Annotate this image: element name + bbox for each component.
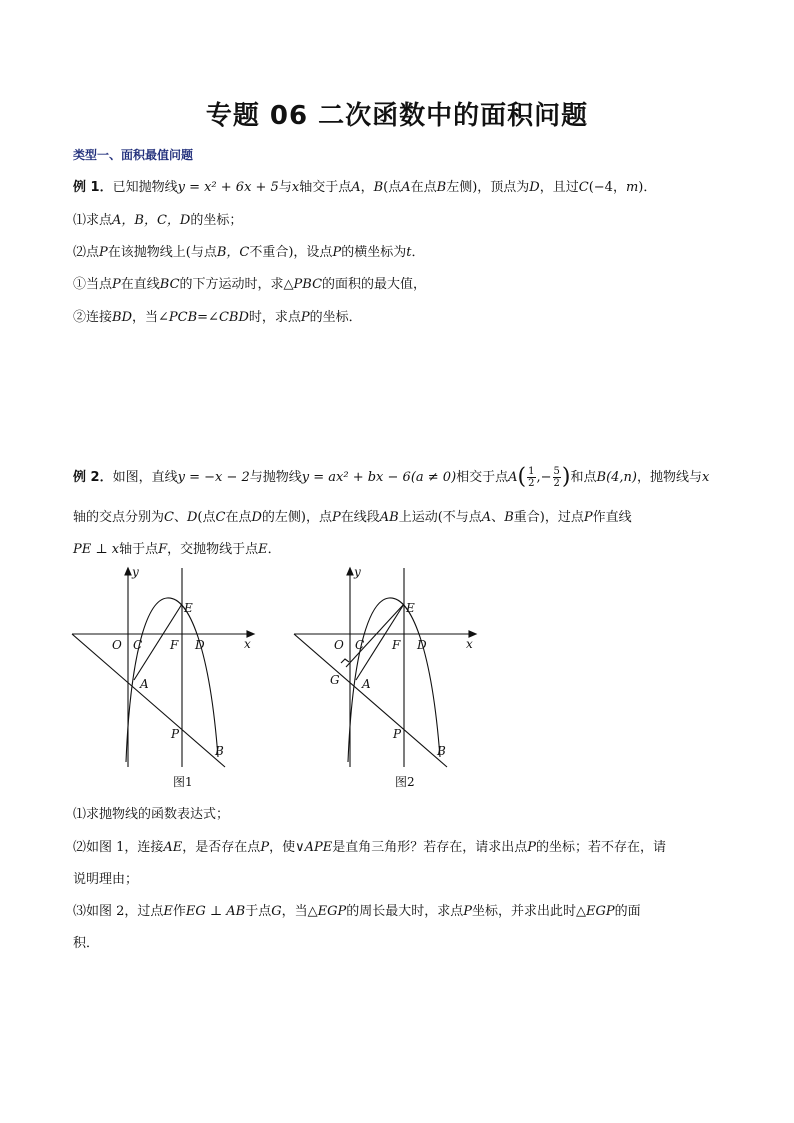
var: C <box>215 510 226 525</box>
text: 的坐标． <box>309 310 362 325</box>
text: 的坐标； <box>190 213 243 228</box>
text: ，当∠ <box>132 310 169 325</box>
text: 与抛物线 <box>249 470 302 485</box>
var: F <box>158 542 168 557</box>
var: B <box>436 180 447 195</box>
label-O: O <box>112 638 122 652</box>
var: G <box>271 904 282 919</box>
ex1-line-1 <box>73 176 656 195</box>
fraction-five-halves <box>553 466 561 489</box>
equation: y = ax² + bx − 6 <box>301 470 411 485</box>
text: 说明理由； <box>73 872 139 887</box>
ex2-question-3-cont <box>73 932 99 951</box>
label-F: F <box>170 638 179 652</box>
text: ⑶如图 2，过点 <box>73 904 164 919</box>
label-A: A <box>362 677 371 691</box>
var: D <box>529 180 540 195</box>
figure-1-caption: 图1 <box>173 775 193 789</box>
text: 是直角三角形？若存在，请求出点 <box>332 840 528 855</box>
text: )． <box>638 180 657 195</box>
label-P: P <box>393 727 402 741</box>
text: 与 <box>278 180 292 195</box>
label-C: C <box>133 638 143 652</box>
y-axis-arrow <box>347 568 353 575</box>
text: 已知抛物线 <box>112 180 178 195</box>
label-P: P <box>171 727 180 741</box>
text: 轴于点 <box>119 542 159 557</box>
label-O: O <box>334 638 344 652</box>
figure-1 <box>70 562 260 797</box>
ex2-label: 例 2． <box>73 470 113 485</box>
var: m <box>625 180 639 195</box>
ex2-question-1 <box>73 803 229 822</box>
var: C <box>578 180 589 195</box>
var: APE <box>304 840 333 855</box>
text: ，且过 <box>539 180 579 195</box>
text: 不重合)，设点 <box>249 245 333 260</box>
ex2-question-2 <box>73 836 666 855</box>
text: ，使∨ <box>269 840 305 855</box>
var: BD <box>112 310 132 325</box>
text: 的面积的最大值， <box>322 277 427 292</box>
var: EGP <box>586 904 615 919</box>
fraction-one-half <box>527 466 535 489</box>
text: =∠ <box>197 310 219 325</box>
ex2-line-2 <box>73 506 632 525</box>
label-D: D <box>195 638 205 652</box>
text: 坐标，并求出此时△ <box>472 904 587 919</box>
right-angle-mark <box>341 659 349 663</box>
label-A: A <box>140 677 149 691</box>
text: ． <box>411 245 425 260</box>
text: ，交抛物线于点 <box>167 542 259 557</box>
var: AB <box>379 510 399 525</box>
text: 上运动(不与点 <box>398 510 482 525</box>
var: P <box>583 510 593 525</box>
var: A <box>481 510 492 525</box>
text: 和点 <box>570 470 597 485</box>
var: P <box>300 310 310 325</box>
var: P <box>332 245 342 260</box>
ex1-question-2-1 <box>73 273 426 292</box>
numerator: 1 <box>528 466 535 477</box>
label-D: D <box>417 638 427 652</box>
text: 的下方运动时，求△ <box>179 277 294 292</box>
equation: EG ⊥ AB <box>185 904 246 919</box>
ex1-label: 例 1． <box>73 180 113 195</box>
text: ，抛物线与 <box>637 470 703 485</box>
text: ⑴求抛物线的函数表达式； <box>73 807 230 822</box>
label-y: y <box>354 565 361 579</box>
var: D <box>186 510 198 525</box>
text: (点 <box>197 510 216 525</box>
figure-2 <box>292 562 482 797</box>
var: P <box>527 840 536 855</box>
text: 的横坐标为 <box>341 245 407 260</box>
text: 作 <box>172 904 186 919</box>
text: 时，求点 <box>248 310 301 325</box>
text: (点 <box>383 180 402 195</box>
var: P <box>331 510 341 525</box>
label-x: x <box>466 637 473 651</box>
label-F: F <box>392 638 401 652</box>
text: 的左侧)，点 <box>261 510 332 525</box>
text: ， <box>360 180 374 195</box>
text: ⑴求点 <box>73 213 113 228</box>
var: B <box>504 510 514 525</box>
page-title: 专题 06 二次函数中的面积问题 <box>205 101 589 131</box>
text: 于点 <box>245 904 272 919</box>
numerator: 5 <box>553 466 560 477</box>
var: B，C <box>216 245 250 260</box>
denominator: 2 <box>528 478 535 489</box>
text: ． <box>267 542 281 557</box>
var: P <box>260 840 270 855</box>
paren-open: ( <box>517 464 527 490</box>
var: PBC <box>293 277 323 292</box>
label-G: G <box>330 673 340 687</box>
text: ,− <box>536 470 552 485</box>
var: CBD <box>218 310 249 325</box>
var: EGP <box>317 904 347 919</box>
label-y: y <box>132 565 139 579</box>
text: 相交于点 <box>456 470 509 485</box>
ex2-line-1 <box>73 466 709 489</box>
line-AB <box>294 634 447 767</box>
text: ⑵如图 1，连接 <box>73 840 164 855</box>
var: x <box>702 470 710 485</box>
figure-2-caption: 图2 <box>395 775 415 789</box>
ex1-question-1 <box>73 209 242 228</box>
text: ②连接 <box>73 310 113 325</box>
line-AB <box>72 634 225 767</box>
label-E: E <box>184 601 193 615</box>
section-heading: 类型一、面积最值问题 <box>73 148 194 162</box>
var: t <box>406 245 412 260</box>
text: ⑵点 <box>73 245 100 260</box>
equation: y = −x − 2 <box>177 470 250 485</box>
denominator: 2 <box>553 478 560 489</box>
var: E <box>163 904 173 919</box>
paren-close: ) <box>561 464 571 490</box>
text: ①当点 <box>73 277 113 292</box>
text: 在该抛物线上(与点 <box>107 245 217 260</box>
ex1-question-2 <box>73 241 424 260</box>
var: D <box>251 510 262 525</box>
label-x: x <box>244 637 251 651</box>
ex2-question-2-cont <box>73 868 138 887</box>
text: 轴交于点 <box>299 180 352 195</box>
ex2-question-3 <box>73 900 641 919</box>
var: A <box>508 470 518 485</box>
equation: PE ⊥ x <box>73 542 120 557</box>
text: 、 <box>491 510 505 525</box>
label-C: C <box>355 638 365 652</box>
text: 在点 <box>410 180 437 195</box>
var: PCB <box>168 310 198 325</box>
text: 积． <box>73 936 100 951</box>
var: E <box>258 542 268 557</box>
var: x <box>291 180 300 195</box>
var: BC <box>159 277 180 292</box>
ex1-question-2-2 <box>73 306 362 325</box>
ex2-line-3 <box>73 538 281 557</box>
text: (−4， <box>588 180 626 195</box>
text: ，是否存在点 <box>182 840 261 855</box>
label-B: B <box>215 744 224 758</box>
text: 左侧)，顶点为 <box>446 180 530 195</box>
text: 的面 <box>614 904 641 919</box>
label-E: E <box>406 601 415 615</box>
text: 重合)，过点 <box>513 510 584 525</box>
text: 的坐标；若不存在，请 <box>535 840 666 855</box>
text: 在直线 <box>120 277 160 292</box>
var: AE <box>163 840 183 855</box>
text: 轴的交点分别为 <box>73 510 165 525</box>
text: 如图，直线 <box>112 470 178 485</box>
text: 在点 <box>225 510 252 525</box>
var: A <box>401 180 411 195</box>
text: ，当△ <box>281 904 318 919</box>
label-B: B <box>437 744 446 758</box>
var: A <box>351 180 361 195</box>
var: P <box>99 245 108 260</box>
var: A，B，C，D <box>112 213 191 228</box>
segment-EG <box>346 604 404 667</box>
condition: (a ≠ 0) <box>410 470 457 485</box>
var: C <box>164 510 174 525</box>
var: B(4,n) <box>596 470 638 485</box>
var: P <box>112 277 121 292</box>
var: P <box>463 904 473 919</box>
text: 的周长最大时，求点 <box>346 904 464 919</box>
var: B <box>373 180 384 195</box>
text: 作直线 <box>592 510 632 525</box>
text: 在线段 <box>340 510 380 525</box>
equation: y = x² + 6x + 5 <box>177 180 279 195</box>
y-axis-arrow <box>125 568 131 575</box>
text: 、 <box>173 510 187 525</box>
